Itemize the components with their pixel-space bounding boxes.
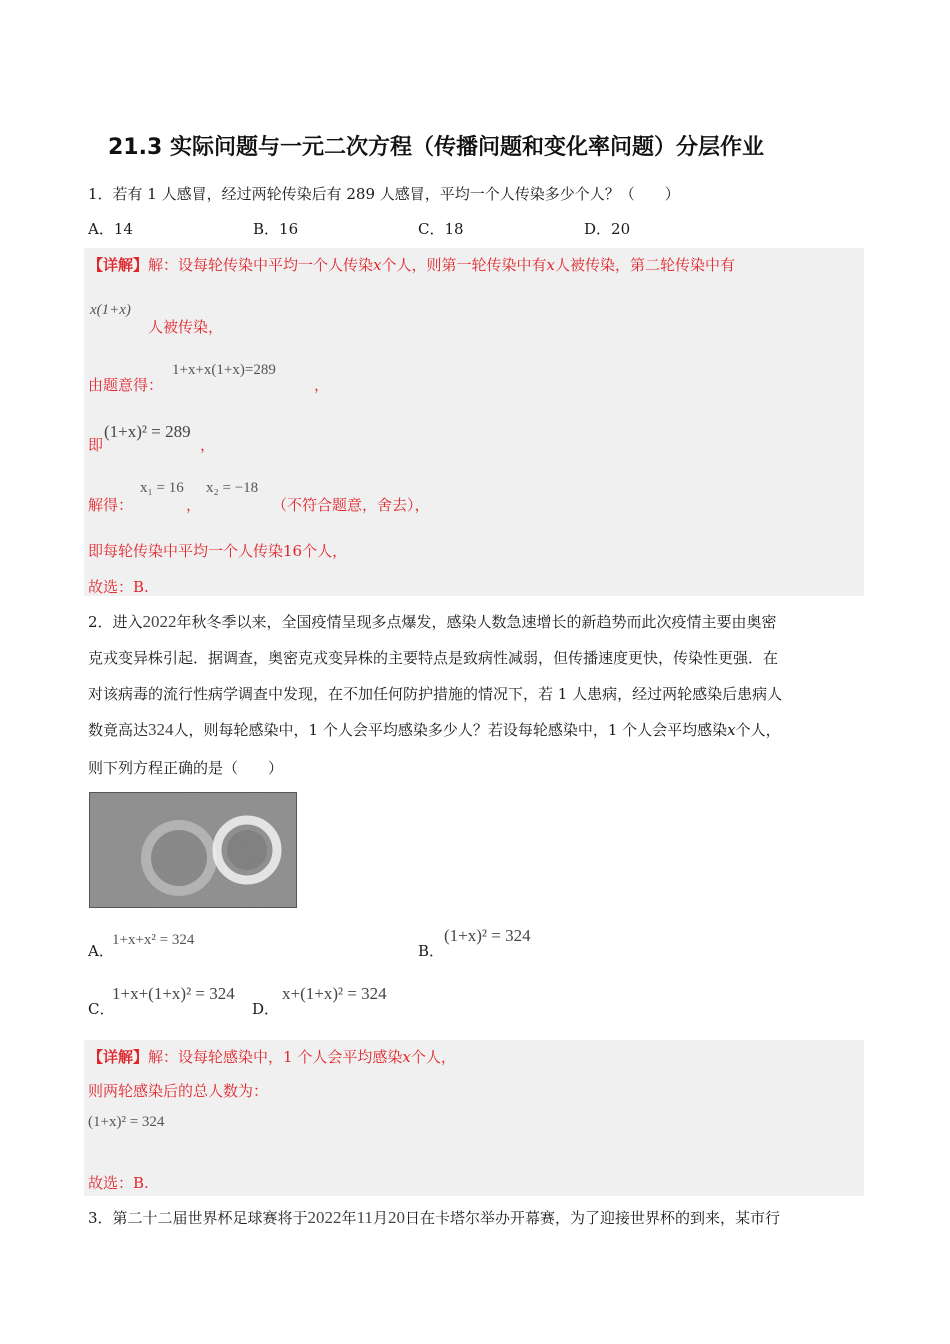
text: 年秋冬季以来，全国疫情呈现多点爆发，感染人数急速增长的新趋势而此次疫情主要由奥密 xyxy=(176,613,777,631)
question-2-line-2: 克戎变异株引起．据调查，奥密克戎变异株的主要特点是致病性减弱，但传播速度更快，传染性更强．在 xyxy=(88,649,779,667)
q2-option-d-math: x+(1+x)² = 324 xyxy=(282,984,387,1003)
text: 个人， xyxy=(735,721,781,739)
q1-answer-math-3: (1+x)² = 289 xyxy=(104,422,191,441)
virus-image xyxy=(89,792,297,908)
question-2-line-3: 对该病毒的流行性病学调查中发现，在不加任何防护措施的情况下，若 1 人患病，经过两轮感染后患病人 xyxy=(88,685,783,703)
q1-answer-line-3-label: 由题意得： xyxy=(88,376,164,394)
text: 2．进入 xyxy=(88,613,143,631)
page-title: 21.3 实际问题与一元二次方程（传播问题和变化率问题）分层作业 xyxy=(108,135,764,160)
q2-option-d-label: D． xyxy=(252,1000,280,1018)
q1-answer-line-6: 即每轮传染中平均一个人传染16个人， xyxy=(88,542,348,560)
text: 月 xyxy=(372,1209,388,1227)
q2-answer-line-2: 则两轮感染后的总人数为： xyxy=(88,1082,269,1100)
q1-answer-math-1: x(1+x) xyxy=(90,302,131,318)
q1-option-d: D．20 xyxy=(584,220,631,238)
q1-answer-line-1 xyxy=(88,254,735,275)
text: 人被传染，第二轮传染中有 xyxy=(554,256,735,274)
text: 年 xyxy=(341,1209,357,1227)
q1-option-b: B．16 xyxy=(253,220,299,238)
question-2-line-4 xyxy=(88,720,781,740)
text: 数竟高达 xyxy=(88,721,149,739)
var-x: x xyxy=(727,721,736,739)
q1-answer-math-4: x₁ = 16 xyxy=(140,480,184,496)
text: 日在卡塔尔举办开幕赛，为了迎接世界杯的到来，某市行 xyxy=(404,1209,780,1227)
text: 解：设每轮感染中，1 个人会平均感染 xyxy=(148,1048,403,1066)
q1-answer-line-2: 人被传染， xyxy=(148,318,224,336)
text: 个人，则第一轮传染中有 xyxy=(381,256,547,274)
q2-option-c-label: C． xyxy=(88,1000,115,1018)
var-x: x xyxy=(546,256,555,274)
q1-option-c: C．18 xyxy=(418,220,464,238)
question-3-line-1 xyxy=(88,1208,780,1228)
detail-tag: 【详解】 xyxy=(88,256,149,274)
q1-answer-math-2: 1+x+x(1+x)=289 xyxy=(172,362,276,378)
var-x: x xyxy=(402,1048,411,1066)
month: 11 xyxy=(356,1208,373,1227)
number: 324 xyxy=(148,720,174,739)
text: 人，则每轮感染中，1 个人会平均感染多少人？若设每轮感染中，1 个人会平均感染 xyxy=(173,721,728,739)
q2-option-c-math: 1+x+(1+x)² = 324 xyxy=(112,984,235,1003)
q1-answer-line-5-note: （不符合题意，舍去）， xyxy=(272,496,430,514)
year: 2022 xyxy=(307,1208,342,1227)
q2-option-a-math: 1+x+x² = 324 xyxy=(112,932,195,948)
day: 20 xyxy=(387,1208,405,1227)
q1-answer-math-5: x₂ = −18 xyxy=(206,480,259,496)
q2-option-b-label: B． xyxy=(418,942,445,960)
detail-tag: 【详解】 xyxy=(88,1048,149,1066)
var-x: x xyxy=(373,256,382,274)
year: 2022 xyxy=(142,612,177,631)
q2-option-b-math: (1+x)² = 324 xyxy=(444,926,531,945)
q1-answer-line-5-label: 解得： xyxy=(88,496,134,514)
q2-answer-line-4: 故选：B. xyxy=(88,1174,149,1192)
q1-answer-line-7: 故选：B. xyxy=(88,578,149,596)
question-2-line-5: 则下列方程正确的是（ ） xyxy=(88,759,284,777)
q1-option-a: A．14 xyxy=(88,220,133,238)
q1-answer-line-4-end: ， xyxy=(200,436,216,454)
q2-answer-math: (1+x)² = 324 xyxy=(88,1114,165,1130)
q2-option-a-label: A． xyxy=(88,942,114,960)
text: 个人， xyxy=(410,1048,456,1066)
q2-answer-line-1 xyxy=(88,1046,456,1067)
text: 解：设每轮传染中平均一个人传染 xyxy=(148,256,374,274)
q1-answer-line-5-comma: ， xyxy=(186,496,202,514)
q1-answer-line-3-end: ， xyxy=(314,376,330,394)
q1-answer-line-4-label: 即 xyxy=(88,436,104,454)
question-2-line-1 xyxy=(88,612,777,632)
question-1-stem: 1．若有 1 人感冒，经过两轮传染后有 289 人感冒，平均一个人传染多少个人？（ ） xyxy=(88,185,680,203)
text: 3．第二十二届世界杯足球赛将于 xyxy=(88,1209,308,1227)
